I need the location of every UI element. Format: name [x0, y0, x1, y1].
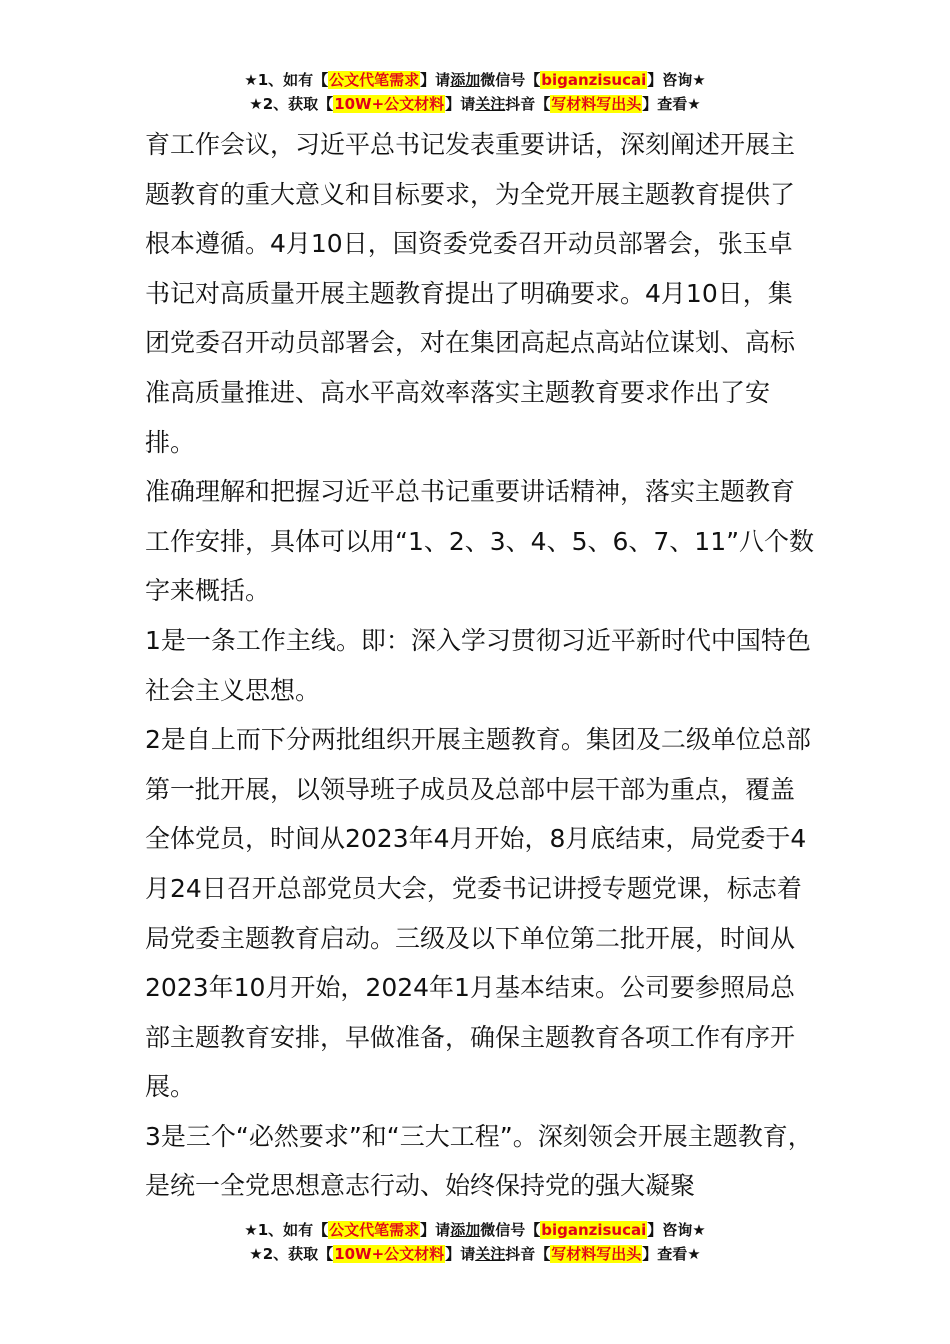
highlight-text: 10W+公文材料: [334, 95, 445, 113]
highlight-text: 公文代笔需求: [329, 71, 420, 89]
highlight-text: biganzisucai: [541, 71, 647, 89]
paragraph: 2是自上而下分两批组织开展主题教育。集团及二级单位总部第一批开展，以领导班子成员及总部中层干部为重点，覆盖全体党员，时间从2023年4月开始，8月底结束，局党委于4月24日召开总部党员大会，党委书记讲授专题党课，标志着局党委主题教育启动。三级及以下单位第二批开展，时间从2023年10月开始，2024年1月基本结束。公司要参照局总部主题教育安排，早做准备，确保主题教育各项工作有序开展。: [145, 725, 811, 1102]
footer-line-2: ★2、获取【10W+公文材料】请关注抖音【写材料写出头】查看★: [249, 1245, 701, 1263]
paragraph: 准确理解和把握习近平总书记重要讲话精神，落实主题教育工作安排，具体可以用“1、2、3、4、5、6、7、11”八个数字来概括。: [145, 477, 815, 606]
document-body: [145, 120, 815, 1211]
highlight-text: biganzisucai: [541, 1221, 647, 1239]
header-line-1: ★1、如有【公文代笔需求】请添加微信号【biganzisucai】咨询★: [244, 71, 706, 89]
header-line-2: ★2、获取【10W+公文材料】请关注抖音【写材料写出头】查看★: [249, 95, 701, 113]
paragraph: 1是一条工作主线。即：深入学习贯彻习近平新时代中国特色社会主义思想。: [145, 625, 811, 705]
highlight-text: 10W+公文材料: [334, 1245, 445, 1263]
highlight-text: 写材料写出头: [551, 95, 642, 113]
paragraph: 3是三个“必然要求”和“三大工程”。深刻领会开展主题教育，是统一全党思想意志行动、始终保持党的强大凝聚: [145, 1121, 813, 1201]
footer-banner: [0, 1218, 950, 1266]
footer-line-1: ★1、如有【公文代笔需求】请添加微信号【biganzisucai】咨询★: [244, 1221, 706, 1239]
highlight-text: 公文代笔需求: [329, 1221, 420, 1239]
highlight-text: 写材料写出头: [551, 1245, 642, 1263]
header-banner: [0, 68, 950, 116]
paragraph: 育工作会议，习近平总书记发表重要讲话，深刻阐述开展主题教育的重大意义和目标要求，为全党开展主题教育提供了根本遵循。4月10日，国资委党委召开动员部署会，张玉卓书记对高质量开展主题教育提出了明确要求。4月10日，集团党委召开动员部署会，对在集团高起点高站位谋划、高标准高质量推进、高水平高效率落实主题教育要求作出了安排。: [145, 130, 796, 457]
